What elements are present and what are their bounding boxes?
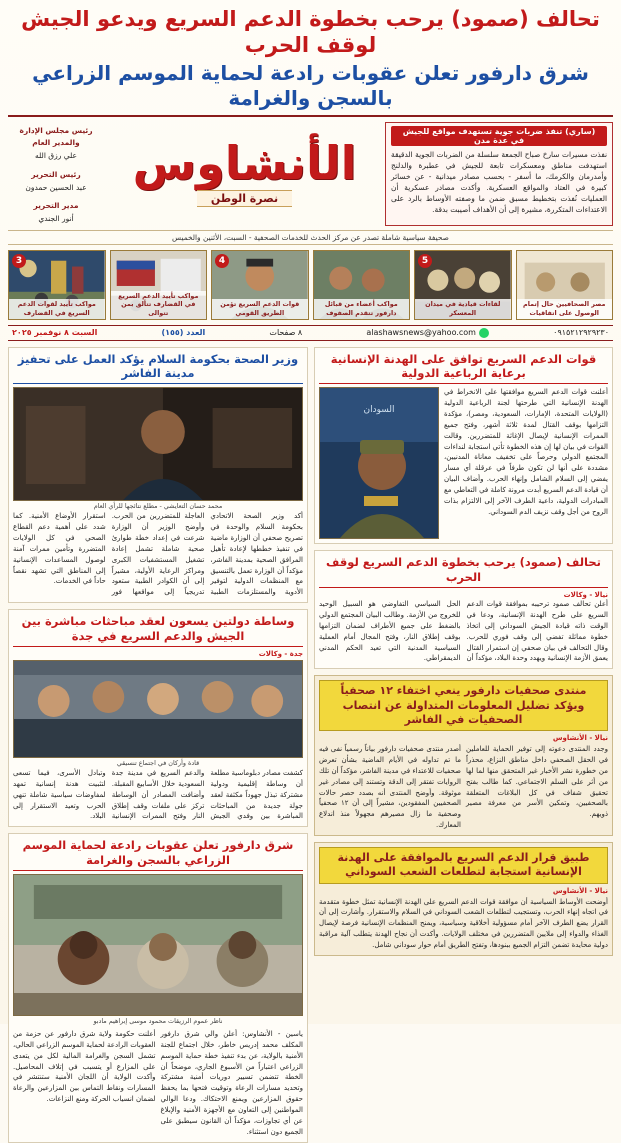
delegation-photo xyxy=(14,661,302,757)
article-mediators-body: كشفت مصادر دبلوماسية مطلعة أن وساطة إقليمية ودولية مشتركة تبذل جهوداً مكثفة لعقد جولة جديدة من المباحثات المباشرة بين وفدي الجيش والدعم السريع في مدينة جدة السعودية خلال الأسابيع المقبلة. وأضافت المصادر أن الوساطة تركز على ملفات وقف إطلاق النار وفتح الممرات الإنسانية وتبادل الأسرى، فيما تسعى لتثبيت هدنة إنسانية تمهد لمفاوضات سياسية شاملة تنهي الحرب وتعيد الاستقرار إلى البلاد. xyxy=(13,769,303,821)
article-east-darfur xyxy=(8,833,308,1142)
masthead-brief-box xyxy=(385,122,613,226)
article-sumud xyxy=(314,550,613,669)
strip-caption-5: لقاءات قيادية في ميدان المعسكر xyxy=(415,299,511,318)
strip-caption-4: مواكب أعضاء من قبائل دارفور تتقدم الصفوف xyxy=(314,299,410,318)
editor-role: رئيس التحرير xyxy=(31,169,81,179)
whatsapp-icon xyxy=(479,328,489,338)
journalists-dateline: نيالا - الأنشاوس xyxy=(552,734,608,743)
article-journalists-forum xyxy=(314,675,613,836)
decision-dateline: نيالا - الأنشاوس xyxy=(552,886,608,895)
column-left xyxy=(314,347,613,995)
strip-photo-5 xyxy=(414,250,512,320)
strip-photo-2 xyxy=(110,250,208,320)
article-rsf-headline: قوات الدعم السريع توافق على الهدنة الإنسانية برعاية الرباعية الدولية xyxy=(319,352,608,385)
east-darfur-photo xyxy=(13,874,303,1016)
decision-headline: طبيق قرار الدعم السريع بالموافقة على الهدنة الإنسانية استجابة لتطلعات الشعب السوداني xyxy=(319,847,608,884)
article-east-darfur-headline: شرق دارفور تعلن عقوبات رادعة لحماية الموسم الزراعي بالسجن والغرامة xyxy=(13,838,303,871)
rsf-commander-photo xyxy=(319,387,439,539)
strip-caption-1: مواكب تأييد لقوات الدعم السريع في القضارف xyxy=(9,299,105,318)
commander-portrait xyxy=(320,388,438,538)
brief-box-text: نفذت مسيرات سارخ صباح الجمعة سلسلة من الضربات الجوية الدقيقة استهدفت مناطق ومعسكرات تابعة للجيش في عطبرة والدلنج وأمدرمان والكرمك، ما أسفر - بحسب مصادر ميدانية - عن خسائر كبيرة في العتاد والمواقع العسكرية. وأكدت مصادر عسكرية أن العمليات نُفذت بتخطيط مسبق ضمن ما وصفته الأوساط بالرد على الاعتداءات المتكررة، مشيرة إلى أن الأهداف أصيبت بدقة. xyxy=(391,149,607,215)
mediators-photo xyxy=(13,660,303,758)
contact-phone: ٠٩١٥٢١٢٩٢٩٢٣٠ xyxy=(553,328,609,337)
journalists-body-1: أصدر منتدى صحفيات دارفور بياناً رسمياً نفى فيه ما تم تداوله في الأيام الماضية بشأن تعرض صحفيات للاعتداء في مدينة الفاشر، مؤكداً أن تلك الروايات تفتقر إلى الدقة وتستند إلى مصادر غير موثوقة. وأوضح المنتدى أنه بصدد حصر حالات الصحفيين المفقودين، مشيراً إلى أن ١٢ صحفياً وصحفية ما زال مصيرهم مجهولاً منذ اندلاع المعارك. xyxy=(319,745,461,830)
managing-editor-role: مدير التحرير xyxy=(33,201,79,211)
strip-number-4: 4 xyxy=(215,254,229,268)
column-right xyxy=(8,347,308,1136)
article-rsf-body: أعلنت قوات الدعم السريع موافقتها على الانخراط في الهدنة الإنسانية التي طرحتها لجنة الرباعية الدولية (الولايات المتحدة، الإمارات، السعودية، ومصر)، مؤكدة التزامها بوقف القتال لمدة ثلاثة أشهر، وفتح جميع الممرات الإنسانية لإيصال الإغاثة للمتضررين. وقالت القوات في بيان لها إن هذه الخطوة تأتي استجابة لنداءات المجتمع الدولي وحرصاً على تخفيف معاناة المدنيين، مشددة على أنها لن تكون طرفاً في عرقلة أي مسار يفضي إلى السلام الشامل وإنهاء الحرب. وأضاف البيان أن قيادة الدعم السريع أبدت مرونة كاملة في التعاطي مع المبادرات الدولية، داعية الطرف الآخر إلى الالتزام بذات الروح من أجل وقف نزيف الدم السوداني. xyxy=(444,388,608,516)
strip-number-3: 3 xyxy=(12,254,26,268)
mediators-photo-caption: قادة وأركان في اجتماع تنسيقي xyxy=(116,759,200,767)
east-darfur-body-1: أعلنت حكومة ولاية شرق دارفور عن حزمة من العقوبات الرادعة لحماية الموسم الزراعي الحالي، تشمل السجن والغرامة المالية لكل من يتعدى على المزارع أو يتسبب في إتلاف المحاصيل. وأكدت الولاية أن اللجان الأمنية ستنتشر في المسارات ونقاط التماس بين المزارعين والرعاة لضمان انسياب الحركة ومنع النزاعات. xyxy=(13,1030,156,1104)
strip-photo-6 xyxy=(516,250,614,320)
interview-photo xyxy=(14,388,302,500)
article-rsf-truce xyxy=(314,347,613,545)
article-health-minister xyxy=(8,347,308,604)
mediators-dateline: جدة - وكالات xyxy=(258,650,303,658)
headline-primary: تحالف (صمود) يرحب بخطوة الدعم السريع ويدعو الجيش لوقف الحرب xyxy=(21,7,600,58)
issue-date: السبت ٨ نوفمبر ٢٠٢٥ xyxy=(12,328,98,337)
article-mediators xyxy=(8,609,308,827)
article-mediators-headline: وساطة دولتين يسعون لعقد مباحثات مباشرة بين الجيش والدعم السريع في جدة xyxy=(13,614,303,647)
paper-logo xyxy=(109,122,380,226)
health-photo-caption: محمد حسان التعايشي - مطلع نتائجها للرأي العام xyxy=(93,502,223,511)
strip-number-5: 5 xyxy=(418,254,432,268)
issue-info-bar xyxy=(8,325,613,341)
paper-descriptor: صحيفة سياسية شاملة تصدر عن مركز الحدث للخدمات الصحفية - السبت، الأثنين والخميس xyxy=(8,230,613,245)
strip-caption-3: قوات الدعم السريع تؤمن الطريق القومي xyxy=(212,299,308,318)
strip-caption-2: مواكب تأييد الدعم السريع في القضارف تتألق بمن تتوالى xyxy=(111,291,207,319)
article-sumud-body: أعلن تحالف صمود ترحيبه بموافقة قوات الدعم السريع على طرح الهدنة الإنسانية، ودعا في الوقت ذاته قيادة الجيش السوداني إلى اتخاذ خطوة مماثلة تفضي إلى وقف فوري للحرب. وقال التحالف في بيان صحفي إن استمرار القتال يعمق الأزمة الإنسانية ويهدد وحدة البلاد، مؤكداً أن الحل السياسي التفاوضي هو السبيل الوحيد للخروج من الأزمة. وطالب البيان المجتمع الدولي بالضغط على جميع الأطراف لضمان التزامها بوقف إطلاق النار، وفتح المجال أمام العملية السياسية المدنية التي تعيد الحكم المدني الديمقراطي. xyxy=(319,600,608,663)
strip-caption-6: مصر الصحافيين حال إتمام الوصول على اتفاقيات xyxy=(517,299,613,318)
conference-photo xyxy=(14,875,302,1015)
article-health-body: أكد وزير الصحة الاتحادي بحكومة السلام والوحدة في تصريح صحفي أن الوزارة ماضية في تنفيذ خططها لإعادة تأهيل المرافق الصحية بمدينة الفاشر، مؤكداً أن الوزارة تعمل بالتنسيق مع المنظمات الدولية لتوفير الأدوية والمستلزمات الطبية العاجلة للمتضررين من الحرب. وأوضح الوزير أن الوزارة شرعت في إعداد خطة طوارئ صحية شاملة تشمل إعادة تشغيل المستشفيات الكبرى ومراكز الرعاية الأولية، مشيراً إلى أن الكوادر الطبية ستعود تدريجياً إلى مواقعها فور استقرار الأوضاع الأمنية. كما شدد على أهمية دعم القطاع الصحي في كل الولايات المتضررة وتأمين ممرات آمنة لوصول المساعدات الإنسانية إلى المناطق التي تشهد نقصاً حاداً في الخدمات. xyxy=(13,512,303,597)
contact-info[interactable] xyxy=(366,328,489,338)
paper-name: الأنشاوس xyxy=(132,136,357,190)
contact-email[interactable]: alashawsnews@yahoo.com xyxy=(366,328,476,337)
sumud-dateline: نيالا - وكالات xyxy=(563,591,608,600)
chairman-name: علي رزق الله xyxy=(35,151,77,160)
east-darfur-body-2: ياسين - الأنشاوس: أعلن والي شرق دارفور المكلف محمد إدريس خاطر، خلال اجتماع للجنة الأمنية بالولاية، عن بدء تنفيذ خطة حماية الموسم الزراعي اعتباراً من الأسبوع الجاري، موضحاً أن الخطة تتضمن تسيير دوريات أمنية مشتركة وتحديد مسارات الرعاة وتوقيت فتحها بما يحفظ حقوق المزارعين ويمنع الاحتكاك. ودعا الوالي المواطنين إلى التعاون مع الأجهزة الأمنية والإبلاغ عن أي تجاوزات، مؤكداً أن القانون سيطبق على الجميع دون استثناء. xyxy=(160,1030,303,1136)
svg-text:السودان: السودان xyxy=(363,405,395,416)
east-darfur-photo-caption: ناظر عموم الرزيقات محمود موسى إبراهيم مادبو xyxy=(93,1017,223,1026)
managing-editor-name: أنور الجندي xyxy=(38,214,74,223)
photo-strip xyxy=(8,250,613,320)
health-minister-photo xyxy=(13,387,303,501)
brief-box-title: (ساري) تنفذ ضربات جوية تستهدف مواقع للجيش في عدة مدن xyxy=(391,126,607,146)
top-headline-banner xyxy=(8,6,613,117)
journalists-body-2: وجدد المنتدى دعوته إلى توفير الحماية للعاملين في الحقل الصحفي داخل مناطق النزاع، محذراً من خطورة نشر الأخبار غير المتحقق منها لما لها من أثر على السلم الاجتماعي. كما طالب بفتح تحقيق شفاف في كل البلاغات المتعلقة بالصحفيين، وتمكين الأسر من معرفة مصير ذويهم. xyxy=(466,745,608,819)
main-content xyxy=(8,347,613,1136)
chairman-role: رئيس مجلس الإدارة والمدير العام xyxy=(19,125,93,148)
article-truce-decision xyxy=(314,842,613,956)
journalists-headline: منتدى صحفيات دارفور ينعي اختفاء ١٢ صحفياً ويؤكد تضليل المعلومات المتداولة عن انتصاب الصحفيات في الفاشر xyxy=(319,680,608,731)
nameplate xyxy=(8,122,613,226)
headline-secondary: شرق دارفور تعلن عقوبات رادعة لحماية الموسم الزراعي بالسجن والغرامة xyxy=(32,60,589,110)
editor-name: عبد الحسين حمدون xyxy=(25,182,87,192)
strip-photo-1 xyxy=(8,250,106,320)
page-count: ٨ صفحات xyxy=(269,328,303,337)
issue-number: العدد (١٥٥) xyxy=(161,328,206,337)
decision-body: أوضحت الأوساط السياسية أن موافقة قوات الدعم السريع على الهدنة الإنسانية تمثل خطوة متقدمة في اتجاه إنهاء الحرب، وتستجيب لتطلعات الشعب السوداني في السلام والاستقرار. وأشارت إلى أن القرار يضع الطرف الآخر أمام مسؤولية أخلاقية وسياسية، ويمنح المنظمات الإنسانية فرصة لإيصال الغذاء والدواء إلى ملايين المتضررين في مختلف الولايات. وأكدت أن نجاح الهدنة يتطلب آلية مراقبة دولية محايدة تضمن التزام الجميع ببنودها، وتفتح الطريق أمام حوار سوداني شامل. xyxy=(319,897,608,949)
article-sumud-headline: تحالف (صمود) يرحب بخطوة الدعم السريع لوقف الحرب xyxy=(319,555,608,588)
article-health-headline: وزير الصحة بحكومة السلام يؤكد العمل على تحفيز مدينة الفاشر xyxy=(13,352,303,385)
paper-slogan: نصرة الوطن xyxy=(197,190,292,207)
strip-photo-3 xyxy=(211,250,309,320)
masthead-credits xyxy=(8,122,104,226)
strip-photo-4 xyxy=(313,250,411,320)
